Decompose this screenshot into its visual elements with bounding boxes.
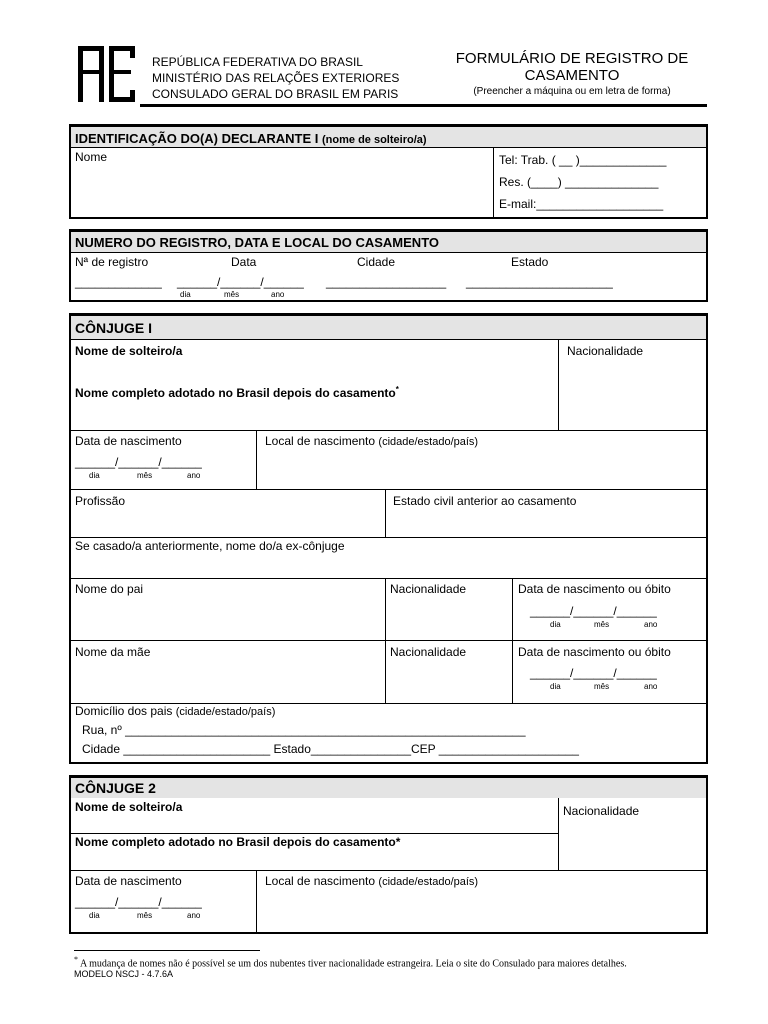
c1-nasc-obito-mae-label: Data de nascimento ou óbito <box>518 645 671 659</box>
declarante-nome-label: Nome <box>75 150 108 164</box>
c1-nome-solteiro-label: Nome de solteiro/a <box>75 344 183 358</box>
c2-data-nasc-input[interactable]: ______/______/______ <box>75 895 202 909</box>
date-hint-ano: ano <box>644 620 658 629</box>
registro-label-data: Data <box>231 255 257 269</box>
c1-data-nasc-label: Data de nascimento <box>75 434 182 448</box>
email-field[interactable]: E-mail:___________________ <box>499 197 664 211</box>
c2-nome-adotado-label: Nome completo adotado no Brasil depois do casamento* <box>75 835 401 849</box>
c1-rua-input[interactable]: Rua, nº ____________________________________________________________ <box>82 723 526 737</box>
date-hint-mes: mês <box>137 911 153 920</box>
registro-label-estado: Estado <box>511 255 549 269</box>
divider <box>70 833 558 834</box>
footnote-rule <box>74 950 260 951</box>
form-subtitle: (Preencher a máquina ou em letra de forma) <box>473 86 671 97</box>
date-hint-dia: dia <box>89 471 100 480</box>
date-hint-mes: mês <box>594 682 610 691</box>
c1-data-nasc-input[interactable]: ______/______/______ <box>75 455 202 469</box>
divider <box>256 430 257 489</box>
registro-label-cidade: Cidade <box>357 255 396 269</box>
c1-nacionalidade-mae-label: Nacionalidade <box>390 645 467 659</box>
divider <box>70 870 707 871</box>
divider <box>70 640 707 641</box>
c2-data-nasc-label: Data de nascimento <box>75 874 182 888</box>
c1-domicilio-label: Domicílio dos pais (cidade/estado/país) <box>75 704 276 718</box>
registro-data-input[interactable]: ______/______/______ <box>177 275 304 289</box>
c1-cidade-estado-cep-input[interactable]: Cidade ______________________ Estado_______________CEP _____________________ <box>82 742 579 756</box>
c1-nacionalidade-pai-label: Nacionalidade <box>390 582 467 596</box>
c1-nome-pai-label: Nome do pai <box>75 582 144 596</box>
form-title-line-2: CASAMENTO <box>524 67 620 84</box>
divider <box>558 798 559 870</box>
conjuge1-header <box>71 316 706 340</box>
consulate-logo <box>76 42 138 104</box>
tel-res-field[interactable]: Res. (____) ______________ <box>499 175 659 189</box>
c1-local-nasc-label: Local de nascimento (cidade/estado/país) <box>265 434 479 448</box>
registro-heading: NUMERO DO REGISTRO, DATA E LOCAL DO CASAMENTO <box>75 235 440 250</box>
conjuge2-heading: CÔNJUGE 2 <box>75 780 156 796</box>
date-hint-ano: ano <box>644 682 658 691</box>
divider <box>256 870 257 933</box>
divider <box>70 537 707 538</box>
modelo-code: MODELO NSCJ - 4.7.6A <box>74 969 174 979</box>
date-hint-dia: dia <box>180 290 191 299</box>
date-hint-dia: dia <box>89 911 100 920</box>
divider <box>493 148 494 218</box>
divider <box>70 430 707 431</box>
date-hint-mes: mês <box>224 290 240 299</box>
date-hint-dia: dia <box>550 682 561 691</box>
c1-ex-conjuge-label: Se casado/a anteriormente, nome do/a ex-cônjuge <box>75 539 345 553</box>
date-hint-mes: mês <box>137 471 153 480</box>
org-line-2: MINISTÉRIO DAS RELAÇÕES EXTERIORES <box>152 71 400 85</box>
org-line-1: REPÚBLICA FEDERATIVA DO BRASIL <box>152 55 363 69</box>
c1-nacionalidade-label: Nacionalidade <box>567 344 644 358</box>
c1-nome-mae-label: Nome da mãe <box>75 645 151 659</box>
registro-estado-input[interactable]: ______________________ <box>466 275 613 289</box>
conjuge1-heading: CÔNJUGE I <box>75 320 153 336</box>
date-hint-ano: ano <box>187 471 201 480</box>
divider <box>558 340 559 430</box>
c1-nasc-obito-pai-label: Data de nascimento ou óbito <box>518 582 671 596</box>
divider <box>70 578 707 579</box>
form-title-line-1: FORMULÁRIO DE REGISTRO DE <box>455 50 689 67</box>
org-line-3: CONSULADO GERAL DO BRASIL EM PARIS <box>152 87 399 101</box>
footnote-text: * A mudança de nomes não é possível se um dos nubentes tiver nacionalidade estrangeira. Leia o site do Consulado para maiores detalhes. <box>74 955 627 970</box>
date-hint-ano: ano <box>187 911 201 920</box>
registro-label-numero: Nª de registro <box>75 255 149 269</box>
conjuge2-header <box>71 778 706 798</box>
c1-nasc-obito-pai-input[interactable]: ______/______/______ <box>530 604 657 618</box>
header-rule <box>140 104 707 107</box>
c1-nome-adotado-label: Nome completo adotado no Brasil depois do casamento* <box>75 385 399 400</box>
c1-estado-civil-label: Estado civil anterior ao casamento <box>393 494 577 508</box>
declarante-heading: IDENTIFICAÇÃO DO(A) DECLARANTE I (nome de solteiro/a) <box>75 131 427 146</box>
c2-local-nasc-label: Local de nascimento (cidade/estado/país) <box>265 874 479 888</box>
divider <box>70 489 707 490</box>
divider <box>385 489 386 537</box>
date-hint-ano: ano <box>271 290 285 299</box>
registro-numero-input[interactable]: _____________ <box>75 275 162 289</box>
date-hint-dia: dia <box>550 620 561 629</box>
conjuge2-section <box>69 775 708 934</box>
ae-logo-icon <box>76 42 138 104</box>
c2-nacionalidade-label: Nacionalidade <box>563 804 640 818</box>
registro-cidade-input[interactable]: __________________ <box>326 275 447 289</box>
c1-nasc-obito-mae-input[interactable]: ______/______/______ <box>530 666 657 680</box>
tel-trab-field[interactable]: Tel: Trab. ( __ )_____________ <box>499 153 667 167</box>
date-hint-mes: mês <box>594 620 610 629</box>
c1-profissao-label: Profissão <box>75 494 126 508</box>
c2-nome-solteiro-label: Nome de solteiro/a <box>75 800 183 814</box>
